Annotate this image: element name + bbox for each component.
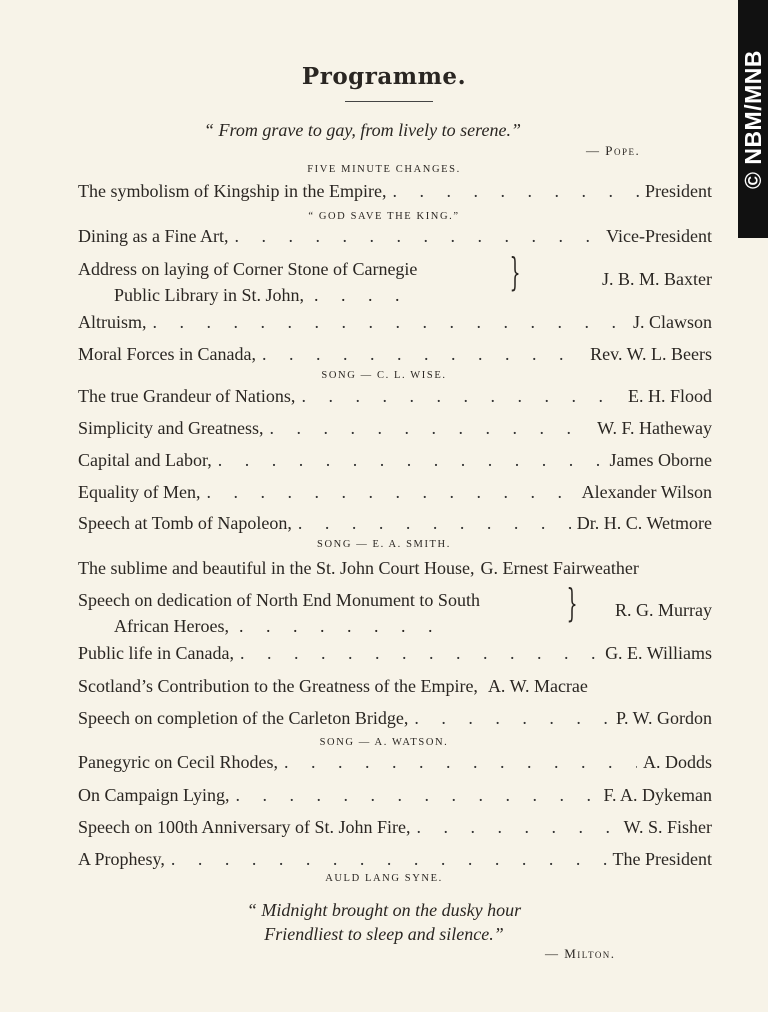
programme-item [78, 513, 712, 539]
item-topic: Capital and Labor, [78, 450, 212, 470]
programme-item [78, 312, 712, 338]
brace-mark: } [509, 250, 521, 294]
leader-dots [218, 450, 604, 471]
item-speaker: Vice-President [606, 226, 712, 246]
leader-dots [171, 849, 607, 870]
item-speaker: P. W. Gordon [615, 708, 712, 728]
leader-dots [414, 708, 610, 729]
programme-item-multiline [78, 581, 712, 642]
programme-item [78, 849, 712, 875]
programme-item [78, 450, 712, 476]
item-topic: Speech at Tomb of Napoleon, [78, 513, 292, 533]
item-speaker: F. A. Dykeman [603, 785, 712, 805]
item-topic: Scotland’s Contribution to the Greatness of the Empire, [78, 676, 478, 696]
section-song-watson: SONG — A. WATSON. [319, 737, 449, 748]
programme-item [78, 386, 712, 412]
leader-dots [301, 386, 622, 407]
programme-item [78, 708, 712, 734]
item-speaker: The President [612, 849, 712, 869]
item-topic: Speech on completion of the Carleton Bridge, [78, 708, 409, 728]
item-speaker: President [645, 181, 712, 201]
item-topic: On Campaign Lying, [78, 785, 230, 805]
brace-mark: } [566, 581, 578, 625]
item-speaker: Rev. W. L. Beers [590, 344, 712, 364]
leader-dots: . . . . . . . . [238, 616, 442, 636]
item-speaker: E. H. Flood [627, 386, 712, 406]
epigraph-author: — Pope. [586, 143, 641, 158]
leader-dots: . . . . [314, 285, 409, 305]
programme-item [78, 676, 712, 702]
item-speaker: R. G. Murray [615, 600, 712, 620]
leader-dots [240, 643, 599, 664]
item-speaker: Dr. H. C. Wetmore [576, 513, 712, 533]
leader-dots [392, 181, 639, 202]
leader-dots [153, 312, 627, 333]
item-topic: Panegyric on Cecil Rhodes, [78, 752, 278, 772]
closing-quote-line1: “ Midnight brought on the dusky hour [246, 900, 522, 920]
item-topic: Simplicity and Greatness, [78, 418, 264, 438]
programme-item [78, 181, 712, 207]
item-topic: Equality of Men, [78, 482, 201, 502]
item-topic: The symbolism of Kingship in the Empire, [78, 181, 387, 201]
programme-item [78, 344, 712, 370]
leader-dots [284, 752, 637, 773]
leader-dots [206, 482, 575, 503]
item-topic: Altruism, [78, 312, 147, 332]
item-topic-line2 [114, 285, 414, 306]
leader-dots [236, 785, 598, 806]
item-speaker: J. B. M. Baxter [602, 269, 712, 289]
leader-dots [416, 817, 617, 838]
leader-dots [235, 226, 601, 247]
item-speaker: G. Ernest Fairweather [480, 558, 639, 578]
leader-dots [262, 344, 584, 365]
leader-dots [269, 418, 591, 439]
item-topic-line2-text: African Heroes, [114, 616, 229, 636]
item-topic-line2 [114, 616, 539, 637]
item-topic: Dining as a Fine Art, [78, 226, 229, 246]
watermark-text: © NBM/MNB [739, 49, 766, 189]
copyright-watermark [738, 0, 768, 238]
item-speaker: A. Dodds [642, 752, 712, 772]
programme-item [78, 785, 712, 811]
section-god-save-the-king: “ GOD SAVE THE KING.” [308, 211, 460, 222]
programme-item [78, 817, 712, 843]
section-auld-lang-syne: AULD LANG SYNE. [325, 873, 443, 884]
item-topic-line1: Address on laying of Corner Stone of Carnegie [78, 259, 418, 279]
epigraph-quote: “ From grave to gay, from lively to serene.” [204, 120, 521, 140]
item-speaker: James Oborne [609, 450, 712, 470]
section-song-wise: SONG — C. L. WISE. [321, 370, 447, 381]
item-topic: Moral Forces in Canada, [78, 344, 256, 364]
item-topic-line1: Speech on dedication of North End Monument to South [78, 590, 480, 610]
programme-item [78, 643, 712, 669]
closing-author: — Milton. [545, 946, 616, 961]
item-speaker: G. E. Williams [605, 643, 712, 663]
programme-item [78, 558, 712, 584]
section-song-smith: SONG — E. A. SMITH. [317, 539, 451, 550]
item-speaker: W. S. Fisher [623, 817, 712, 837]
closing-quote-line2: Friendliest to sleep and silence.” [264, 924, 504, 944]
page-title: Programme. [301, 63, 467, 90]
programme-item-multiline [78, 250, 712, 311]
item-topic: The true Grandeur of Nations, [78, 386, 296, 406]
programme-item [78, 482, 712, 508]
item-speaker: J. Clawson [632, 312, 712, 332]
item-speaker: Alexander Wilson [581, 482, 712, 502]
item-speaker: A. W. Macrae [487, 676, 588, 696]
programme-item [78, 752, 712, 778]
item-speaker: W. F. Hatheway [597, 418, 712, 438]
programme-item [78, 418, 712, 444]
section-five-minute-changes: FIVE MINUTE CHANGES. [307, 164, 461, 175]
leader-dots [298, 513, 571, 534]
item-topic-line2-text: Public Library in St. John, [114, 285, 304, 305]
item-topic: Public life in Canada, [78, 643, 234, 663]
item-topic: The sublime and beautiful in the St. John Court House, [78, 558, 475, 578]
item-topic: Speech on 100th Anniversary of St. John Fire, [78, 817, 411, 837]
title-rule [345, 101, 433, 102]
programme-item [78, 226, 712, 252]
item-topic: A Prophesy, [78, 849, 165, 869]
